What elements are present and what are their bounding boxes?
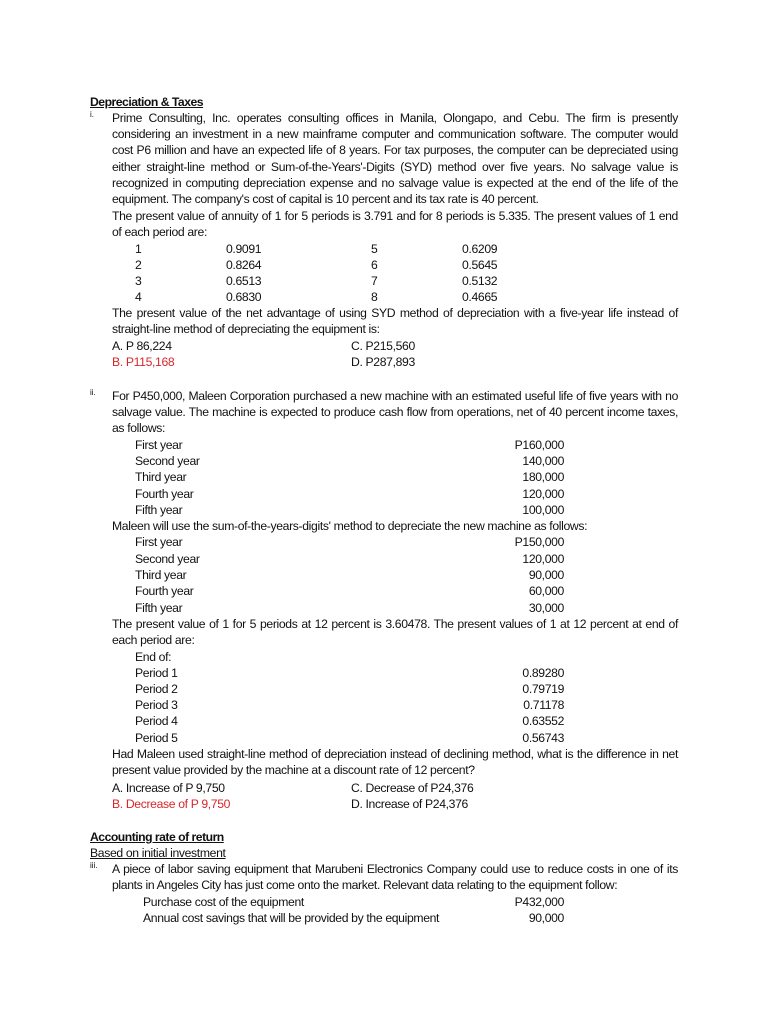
list-item-label: First year: [135, 438, 183, 452]
section-heading-depreciation: Depreciation & Taxes: [90, 95, 204, 109]
pv-value: 0.6830: [226, 290, 262, 304]
pv-value: 0.6513: [226, 274, 262, 288]
list-item-amount: 140,000: [522, 454, 564, 468]
pv-period: 2: [135, 258, 142, 272]
list-item-amount: 90,000: [528, 568, 564, 582]
pv-value: 0.8264: [226, 258, 262, 272]
list-item-amount: 30,000: [528, 601, 564, 615]
pv-period: 7: [371, 274, 378, 288]
list-item-label: Purchase cost of the equipment: [143, 895, 304, 909]
question-2-paragraph: For P450,000, Maleen Corporation purchased a new machine with an estimated useful life of five years with no salvage value. The machine is expected to produce cash flow from operations, net of 40 percent income taxes, as follows:: [112, 389, 678, 436]
list-item-label: Period 2: [135, 682, 178, 696]
question-number-1: i.: [90, 110, 94, 119]
choice-b-answer: B. P115,168: [112, 355, 175, 369]
list-item-label: Third year: [135, 568, 187, 582]
pv-period: 1: [135, 242, 142, 256]
pv-value: 0.9091: [226, 242, 262, 256]
question-2-pv-text: The present value of 1 for 5 periods at 12 percent is 3.60478. The present values of 1 at 12 percent at end of each period are:: [112, 617, 678, 648]
pv-period: 8: [371, 290, 378, 304]
list-item-value: 0.71178: [523, 698, 564, 712]
question-number-2: ii.: [90, 388, 96, 397]
list-item-amount: 90,000: [528, 911, 564, 925]
list-item-label: First year: [135, 535, 183, 549]
choice-a: A. Increase of P 9,750: [112, 781, 225, 795]
question-3-paragraph: A piece of labor saving equipment that Marubeni Electronics Company could use to reduce costs in one of its plants in Angeles City has just come onto the market. Relevant data relating to the equipment follow:: [112, 862, 678, 893]
list-item-label: Fifth year: [135, 503, 183, 517]
choice-d: D. Increase of P24,376: [351, 797, 468, 811]
list-item-value: 0.56743: [522, 731, 564, 745]
choice-b-answer: B. Decrease of P 9,750: [112, 797, 231, 811]
pv-period: 4: [135, 290, 142, 304]
list-item-label: Second year: [135, 454, 200, 468]
question-1-pv-text: The present value of annuity of 1 for 5 periods is 3.791 and for 8 periods is 5.335. The present values of 1 end of each period are:: [112, 209, 678, 240]
list-item-label: Period 3: [135, 698, 178, 712]
pv-period: 3: [135, 274, 142, 288]
question-number-3: iii.: [90, 861, 98, 870]
list-item-label: Second year: [135, 552, 200, 566]
list-item-amount: 60,000: [528, 584, 564, 598]
list-item-value: 0.79719: [522, 682, 564, 696]
pv-value: 0.4665: [462, 290, 498, 304]
list-item-amount: P150,000: [514, 535, 564, 549]
pv-value: 0.5132: [462, 274, 498, 288]
list-item-label: Period 5: [135, 731, 178, 745]
list-item-amount: 100,000: [522, 503, 564, 517]
section-subheading: Based on initial investment: [90, 846, 226, 860]
choice-c: C. Decrease of P24,376: [351, 781, 474, 795]
list-item-label: Period 1: [135, 666, 178, 680]
question-2-prompt: Had Maleen used straight-line method of depreciation instead of declining method, what is the difference in net present value provided by the machine at a discount rate of 12 percent?: [112, 747, 678, 778]
pv-period: 5: [371, 242, 378, 256]
syd-text: Maleen will use the sum-of-the-years-digits' method to depreciate the new machine as follows:: [112, 519, 588, 533]
list-item-value: 0.89280: [522, 666, 564, 680]
list-item-label: Fourth year: [135, 584, 194, 598]
list-item-amount: 120,000: [522, 487, 564, 501]
list-item-value: 0.63552: [522, 714, 564, 728]
question-1-prompt: The present value of the net advantage of using SYD method of depreciation with a five-year life instead of straight-line method of depreciating the equipment is:: [112, 306, 678, 337]
section-heading-accounting-rate: Accounting rate of return: [90, 830, 224, 844]
pv-period: 6: [371, 258, 378, 272]
choice-c: C. P215,560: [351, 339, 415, 353]
list-item-label: Period 4: [135, 714, 178, 728]
choice-d: D. P287,893: [351, 355, 415, 369]
list-item-label: Fourth year: [135, 487, 194, 501]
list-item-amount: 120,000: [522, 552, 564, 566]
question-1-paragraph: Prime Consulting, Inc. operates consulting offices in Manila, Olongapo, and Cebu. The firm is presently considering an investment in a new mainframe computer and communication software. The computer would cost P6 million and have an expected life of 8 years. For tax purposes, the computer can be depreciated using either straight-line method or Sum-of-the-Years'-Digits (SYD) method over five years. No salvage value is recognized in computing depreciation expense and no salvage value is expected at the end of the life of the equipment. The company's cost of capital is 10 percent and its tax rate is 40 percent.: [112, 111, 678, 207]
list-item-label: Annual cost savings that will be provided by the equipment: [143, 911, 440, 925]
list-item-amount: 180,000: [522, 470, 564, 484]
end-of-label: End of:: [135, 650, 172, 664]
choice-a: A. P 86,224: [112, 339, 172, 353]
list-item-amount: P432,000: [514, 895, 564, 909]
list-item-label: Fifth year: [135, 601, 183, 615]
pv-value: 0.6209: [462, 242, 498, 256]
list-item-label: Third year: [135, 470, 187, 484]
pv-value: 0.5645: [462, 258, 498, 272]
list-item-amount: P160,000: [514, 438, 564, 452]
